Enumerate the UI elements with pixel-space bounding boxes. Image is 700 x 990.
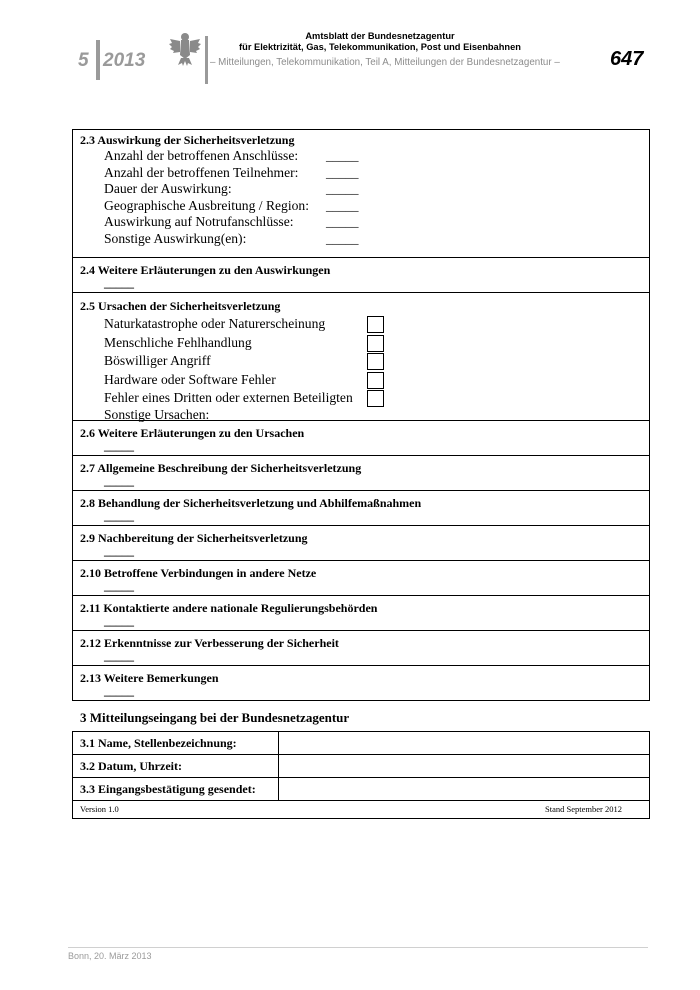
answer-blank[interactable]: _____ bbox=[104, 684, 134, 698]
form-section bbox=[73, 421, 649, 456]
answer-blank[interactable]: _____ bbox=[104, 276, 134, 290]
section-title: 2.9 Nachbereitung der Sicherheitsverletzung bbox=[80, 531, 308, 545]
form-section bbox=[73, 491, 649, 526]
other-causes-blank[interactable]: _____ bbox=[218, 406, 253, 422]
section-title: 2.6 Weitere Erläuterungen zu den Ursachen bbox=[80, 426, 305, 440]
form-section bbox=[73, 631, 649, 666]
answer-blank[interactable]: _____ bbox=[104, 579, 134, 593]
cause-item bbox=[80, 315, 649, 334]
impact-item-label: Anzahl der betroffenen Teilnehmer: bbox=[104, 164, 299, 180]
receipt-row-label: 3.2 Datum, Uhrzeit: bbox=[73, 755, 279, 777]
impact-item-label: Sonstige Auswirkung(en): bbox=[104, 230, 247, 246]
receipt-row-value[interactable] bbox=[279, 755, 649, 777]
cause-item-label: Fehler eines Dritten oder externen Beteiligten bbox=[104, 390, 353, 405]
impact-item bbox=[80, 165, 649, 182]
section-2-3 bbox=[73, 130, 649, 258]
footer-location-date: Bonn, 20. März 2013 bbox=[68, 951, 152, 961]
header-divider bbox=[205, 36, 208, 84]
cause-item-label: Menschliche Fehlhandlung bbox=[104, 334, 252, 350]
impact-item-blank[interactable]: _____ bbox=[326, 164, 359, 180]
answer-blank[interactable]: _____ bbox=[104, 614, 134, 628]
impact-item-label: Auswirkung auf Notrufanschlüsse: bbox=[104, 214, 294, 229]
impact-item-label: Anzahl der betroffenen Anschlüsse: bbox=[104, 148, 299, 163]
receipt-row bbox=[73, 755, 649, 778]
section-2-5 bbox=[73, 293, 649, 421]
form-section bbox=[73, 456, 649, 491]
receipt-table bbox=[72, 731, 650, 819]
section-title: 2.5 Ursachen der Sicherheitsverletzung bbox=[80, 299, 281, 313]
cause-checkbox[interactable] bbox=[367, 316, 384, 333]
impact-item-blank[interactable]: _____ bbox=[326, 181, 359, 196]
section-title: 2.13 Weitere Bemerkungen bbox=[80, 671, 219, 685]
page-number: 647 bbox=[610, 48, 644, 70]
answer-blank[interactable]: _____ bbox=[104, 649, 134, 663]
other-causes-label: Sonstige Ursachen: bbox=[104, 406, 210, 422]
form-footer bbox=[73, 801, 649, 818]
impact-item-blank[interactable]: _____ bbox=[326, 230, 359, 246]
impact-item bbox=[80, 181, 649, 198]
receipt-row-value[interactable] bbox=[279, 732, 649, 754]
receipt-row bbox=[73, 778, 649, 801]
answer-blank[interactable]: _____ bbox=[104, 439, 134, 453]
incident-report-form bbox=[72, 129, 650, 701]
section-2-4 bbox=[73, 258, 649, 293]
other-causes bbox=[80, 408, 649, 422]
cause-checkbox[interactable] bbox=[367, 335, 384, 352]
form-section bbox=[73, 666, 649, 701]
receipt-row-value[interactable] bbox=[279, 778, 649, 800]
receipt-row-label: 3.3 Eingangsbestätigung gesendet: bbox=[73, 778, 279, 800]
cause-checkbox[interactable] bbox=[367, 390, 384, 407]
cause-item-label: Hardware oder Software Fehler bbox=[104, 371, 276, 387]
impact-item-blank[interactable]: _____ bbox=[326, 197, 359, 213]
receipt-row bbox=[73, 732, 649, 755]
section-title: 2.8 Behandlung der Sicherheitsverletzung und Abhilfemaßnahmen bbox=[80, 496, 422, 510]
cause-item-label: Böswilliger Angriff bbox=[104, 353, 211, 368]
federal-eagle-icon bbox=[168, 31, 202, 67]
cause-item-label: Naturkatastrophe oder Naturerscheinung bbox=[104, 316, 326, 331]
issue-number: 5 bbox=[78, 50, 89, 71]
impact-item-label: Dauer der Auswirkung: bbox=[104, 181, 232, 196]
impact-item-blank[interactable]: _____ bbox=[326, 148, 359, 163]
cause-item bbox=[80, 352, 649, 371]
version-label: Version 1.0 bbox=[80, 804, 119, 814]
answer-blank[interactable]: _____ bbox=[104, 509, 134, 523]
form-section bbox=[73, 596, 649, 631]
section-title: 2.10 Betroffene Verbindungen in andere Netze bbox=[80, 566, 317, 580]
section-title: 2.7 Allgemeine Beschreibung der Sicherheitsverletzung bbox=[80, 461, 362, 475]
impact-item bbox=[80, 231, 649, 248]
receipt-row-label: 3.1 Name, Stellenbezeichnung: bbox=[73, 732, 279, 754]
answer-blank[interactable]: _____ bbox=[104, 474, 134, 488]
cause-checkbox[interactable] bbox=[367, 353, 384, 370]
impact-item-blank[interactable]: _____ bbox=[326, 214, 359, 229]
section-title: 2.4 Weitere Erläuterungen zu den Auswirkungen bbox=[80, 263, 331, 277]
cause-checkbox[interactable] bbox=[367, 372, 384, 389]
publication-title: Amtsblatt der Bundesnetzagentur für Elektrizität, Gas, Telekommunikation, Post und Eisenbahnen bbox=[239, 31, 521, 52]
impact-item-label: Geographische Ausbreitung / Region: bbox=[104, 197, 310, 213]
cause-item bbox=[80, 334, 649, 353]
cause-item bbox=[80, 389, 649, 408]
header-divider bbox=[96, 40, 100, 80]
section-title: 2.11 Kontaktierte andere nationale Regulierungsbehörden bbox=[80, 601, 378, 615]
form-section bbox=[73, 561, 649, 596]
section-3-title: 3 Mitteilungseingang bei der Bundesnetzagentur bbox=[80, 710, 350, 725]
issue-year: 2013 bbox=[103, 50, 146, 71]
impact-item bbox=[80, 214, 649, 231]
form-section bbox=[73, 526, 649, 561]
cause-item bbox=[80, 371, 649, 390]
stand-label: Stand September 2012 bbox=[545, 804, 622, 814]
answer-blank[interactable]: _____ bbox=[104, 544, 134, 558]
section-title: 2.3 Auswirkung der Sicherheitsverletzung bbox=[80, 133, 295, 147]
publication-subtitle: – Mitteilungen, Telekommunikation, Teil A, Mitteilungen der Bundesnetzagentur – bbox=[210, 57, 560, 68]
footer-rule bbox=[68, 947, 648, 948]
section-title: 2.12 Erkenntnisse zur Verbesserung der Sicherheit bbox=[80, 636, 339, 650]
impact-item bbox=[80, 198, 649, 215]
impact-item bbox=[80, 148, 649, 165]
